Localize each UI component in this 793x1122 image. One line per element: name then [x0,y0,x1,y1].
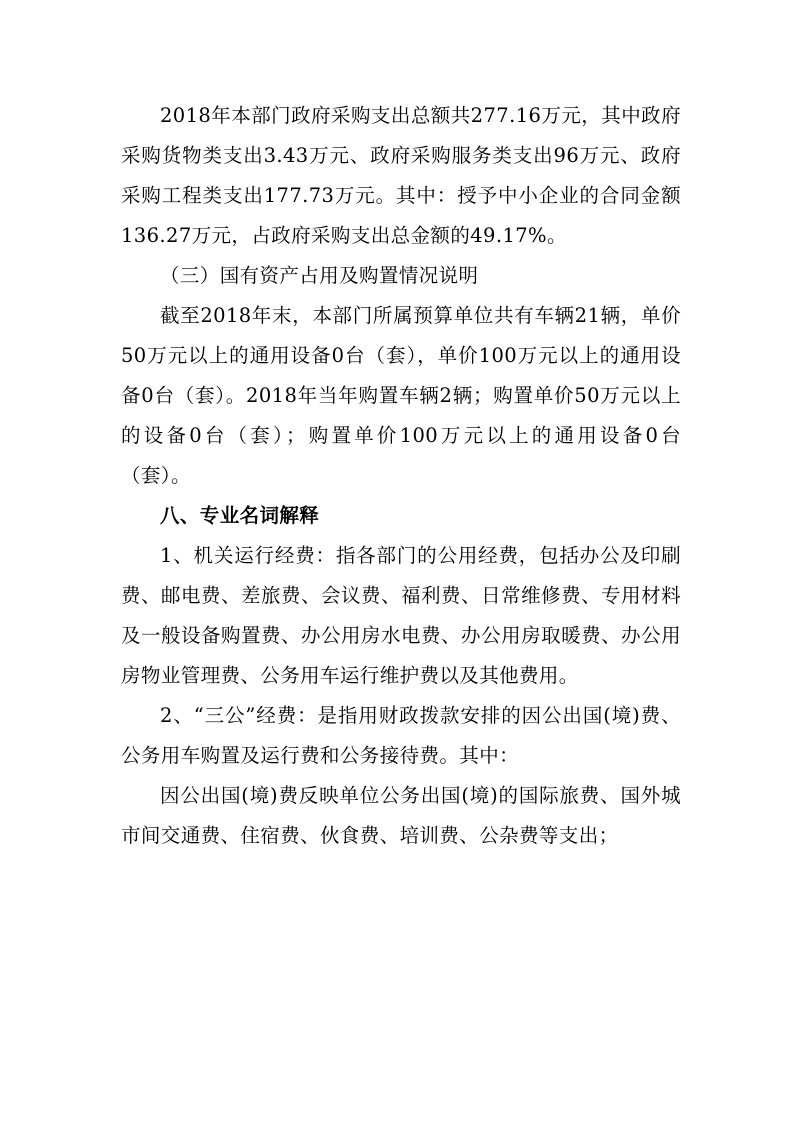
term-overseas-travel-detail: 因公出国(境)费反映单位公务出国(境)的国际旅费、国外城市间交通费、住宿费、伙食费、培训费、公杂费等支出； [121,784,681,847]
glossary-heading: 八、专业名词解释 [160,504,320,527]
term-operating-expenses: 1、机关运行经费：指各部门的公用经费，包括办公及印刷费、邮电费、差旅费、会议费、福利费、日常维修费、专用材料及一般设备购置费、办公用房水电费、办公用房取暖费、办公用房物业管理费、公务用车运行维护费以及其他费用。 [121,544,681,687]
document-body [121,96,681,856]
assets-paragraph: 截至2018年末，本部门所属预算单位共有车辆21辆，单价50万元以上的通用设备0台（套），单价100万元以上的通用设备0台（套）。2018年当年购置车辆2辆；购置单价50万元以上的设备0台（套）；购置单价100万元以上的通用设备0台（套）。 [121,304,681,487]
procurement-paragraph: 2018年本部门政府采购支出总额共277.16万元，其中政府采购货物类支出3.43万元、政府采购服务类支出96万元、政府采购工程类支出177.73万元。其中：授予中小企业的合同金额136.27万元，占政府采购支出总金额的49.17%。 [121,104,681,247]
term-three-public-expenses: 2、“三公”经费：是指用财政拨款安排的因公出国(境)费、公务用车购置及运行费和公务接待费。其中： [121,704,681,767]
assets-subheading: （三）国有资产占用及购置情况说明 [160,264,479,287]
